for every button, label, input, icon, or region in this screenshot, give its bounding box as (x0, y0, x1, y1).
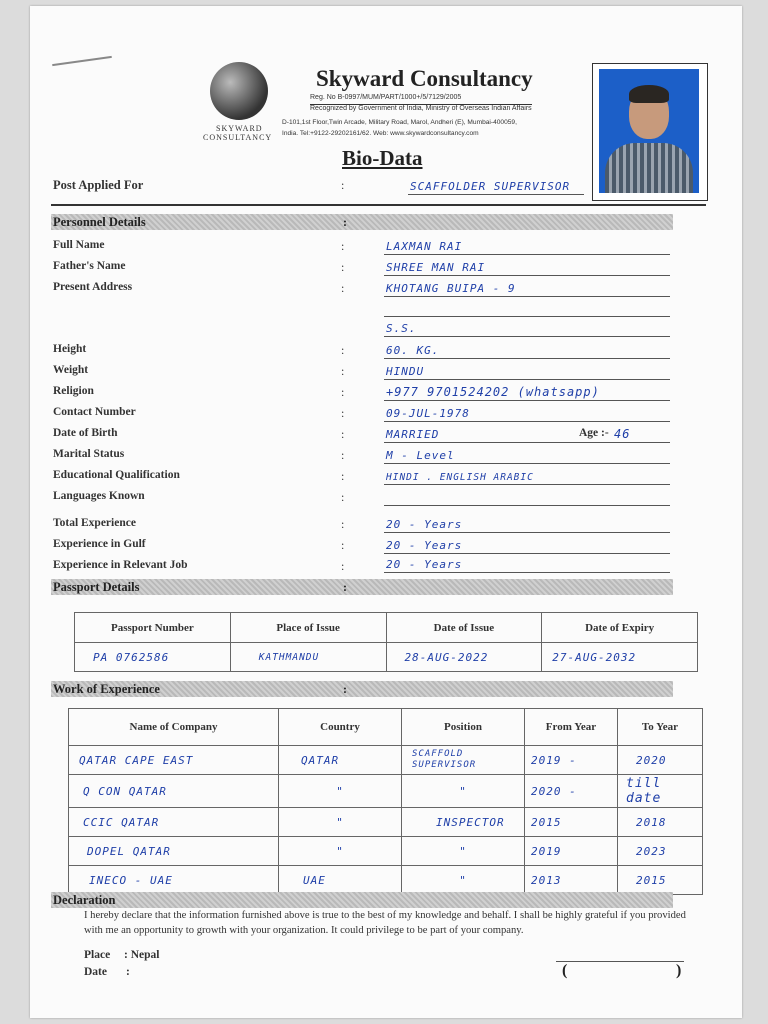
work-country-cell: " (279, 837, 402, 866)
work-header-row (69, 709, 703, 746)
passport-expiry-cell: 27-AUG-2032 (542, 643, 698, 672)
address-line-2 (384, 298, 670, 317)
gulf-exp-colon: : (341, 538, 345, 552)
signature-open: ( (562, 962, 568, 979)
company-logo (210, 62, 268, 120)
work-table (68, 708, 703, 895)
height-value: 60. KG. (386, 344, 440, 357)
work-from-cell: 2020 - (525, 775, 618, 808)
gulf-exp-label: Experience in Gulf (53, 538, 146, 550)
work-position-cell: INSPECTOR (402, 808, 525, 837)
work-col-country: Country (279, 709, 402, 746)
full-name-colon: : (341, 239, 345, 253)
work-from-cell: 2019 - (525, 746, 618, 775)
work-from-cell: 2015 (525, 808, 618, 837)
height-colon: : (341, 343, 345, 357)
place-value: : Nepal (124, 949, 160, 961)
work-position-cell: " (402, 837, 525, 866)
marital-value: M - Level (386, 449, 455, 462)
full-name-value: LAXMAN RAI (386, 240, 463, 253)
address-line (384, 278, 670, 297)
education-value: HINDI . ENGLISH ARABIC (386, 472, 534, 483)
relevant-exp-label: Experience in Relevant Job (53, 559, 188, 571)
header-rule (51, 204, 706, 206)
passport-number-cell: PA 0762586 (75, 643, 231, 672)
passport-col-issue: Date of Issue (386, 613, 542, 643)
gulf-exp-value: 20 - Years (386, 539, 463, 552)
education-line (384, 466, 670, 485)
age-value: 46 (614, 427, 631, 441)
marital-line (384, 445, 670, 464)
height-line (384, 340, 670, 359)
total-exp-value: 20 - Years (386, 518, 463, 531)
address-extra: S.S. (386, 322, 417, 335)
address-line-3 (384, 318, 670, 337)
work-col-position: Position (402, 709, 525, 746)
section-personnel: Personnel Details : (51, 214, 673, 230)
father-colon: : (341, 260, 345, 274)
father-label: Father's Name (53, 260, 126, 272)
education-colon: : (341, 469, 345, 483)
relevant-exp-colon: : (341, 559, 345, 573)
work-to-cell: till date (618, 775, 703, 808)
work-to-cell: 2023 (618, 837, 703, 866)
languages-line (384, 487, 670, 506)
work-to-cell: 2020 (618, 746, 703, 775)
section-declaration: Declaration (51, 892, 673, 908)
weight-value: HINDU (386, 365, 425, 378)
work-to-cell: 2018 (618, 808, 703, 837)
passport-data-row (75, 643, 698, 672)
date-label: Date (84, 966, 107, 978)
work-company-cell: DOPEL QATAR (69, 837, 279, 866)
post-colon: : (341, 178, 345, 192)
post-value: SCAFFOLDER SUPERVISOR (410, 180, 571, 193)
weight-line (384, 361, 670, 380)
languages-colon: : (341, 490, 345, 504)
work-from-cell: 2013 (525, 866, 618, 895)
address-label: Present Address (53, 281, 133, 293)
contact-line (384, 403, 670, 422)
photo-shirt (605, 143, 693, 193)
signature-close: ) (676, 962, 682, 979)
section-passport: Passport Details : (51, 579, 673, 595)
father-value: SHREE MAN RAI (386, 261, 486, 274)
contact-colon: : (341, 406, 345, 420)
gulf-exp-line (384, 535, 670, 554)
work-country-cell: QATAR (279, 746, 402, 775)
relevant-exp-line (384, 554, 670, 573)
work-country-cell: UAE (279, 866, 402, 895)
work-col-from: From Year (525, 709, 618, 746)
contact-value: 09-JUL-1978 (386, 407, 470, 420)
passport-header-row (75, 613, 698, 643)
weight-label: Weight (53, 364, 89, 376)
full-name-line (384, 236, 670, 255)
work-position-cell: " (402, 866, 525, 895)
religion-value: +977 9701524202 (whatsapp) (386, 385, 600, 399)
dob-value: MARRIED (386, 428, 440, 441)
religion-line (384, 382, 670, 401)
passport-table (74, 612, 698, 672)
logo-text-1: SKYWARD (216, 124, 263, 133)
work-country-cell: " (279, 808, 402, 837)
work-position-cell: SCAFFOLD SUPERVISOR (402, 746, 525, 775)
passport-col-place: Place of Issue (230, 613, 386, 643)
religion-label: Religion (53, 385, 94, 397)
company-address-1: D-101,1st Floor,Twin Arcade, Military Road, Marol, Andheri (E), Mumbai-400059, (282, 119, 517, 126)
applicant-photo (592, 63, 708, 201)
post-label: Post Applied For (53, 178, 144, 192)
languages-label: Languages Known (53, 490, 145, 502)
dob-colon: : (341, 427, 345, 441)
company-name: Skyward Consultancy (316, 66, 533, 91)
education-label: Educational Qualification (53, 469, 180, 481)
age-label: Age :- (579, 427, 609, 439)
passport-issue-cell: 28-AUG-2022 (386, 643, 542, 672)
work-col-company: Name of Company (69, 709, 279, 746)
company-reg: Reg. No B-0997/MUM/PART/1000+/5/7129/2005 (310, 94, 462, 101)
date-value: : (126, 966, 130, 978)
religion-colon: : (341, 385, 345, 399)
passport-col-expiry: Date of Expiry (542, 613, 698, 643)
doc-title: Bio-Data (342, 146, 423, 170)
work-position-cell: " (402, 775, 525, 808)
work-company-cell: INECO - UAE (69, 866, 279, 895)
work-col-to: To Year (618, 709, 703, 746)
total-exp-label: Total Experience (53, 517, 136, 529)
work-row (69, 808, 703, 837)
father-line (384, 257, 670, 276)
marital-colon: : (341, 448, 345, 462)
company-address-2: India. Tel:+9122-29202161/62. Web: www.skywardconsultancy.com (282, 130, 479, 137)
photo-hair (629, 85, 669, 103)
dob-label: Date of Birth (53, 427, 118, 439)
relevant-exp-value: 20 - Years (386, 558, 463, 571)
work-to-cell: 2015 (618, 866, 703, 895)
full-name-label: Full Name (53, 239, 105, 251)
work-company-cell: Q CON QATAR (69, 775, 279, 808)
contact-label: Contact Number (53, 406, 136, 418)
total-exp-colon: : (341, 517, 345, 531)
address-colon: : (341, 281, 345, 295)
work-from-cell: 2019 (525, 837, 618, 866)
work-country-cell: " (279, 775, 402, 808)
work-row (69, 866, 703, 895)
work-company-cell: QATAR CAPE EAST (69, 746, 279, 775)
work-row (69, 746, 703, 775)
place-label: Place (84, 949, 111, 961)
passport-col-number: Passport Number (75, 613, 231, 643)
weight-colon: : (341, 364, 345, 378)
company-recognized: Recognized by Government of India, Ministry of Overseas Indian Affairs (310, 105, 532, 112)
marital-label: Marital Status (53, 448, 125, 460)
signature-line (556, 961, 684, 962)
work-company-cell: CCIC QATAR (69, 808, 279, 837)
post-line (408, 176, 584, 195)
work-row (69, 837, 703, 866)
total-exp-line (384, 514, 670, 533)
address-value: KHOTANG BUIPA - 9 (386, 282, 516, 295)
height-label: Height (53, 343, 87, 355)
passport-place-cell: KATHMANDU (230, 643, 386, 672)
work-row (69, 775, 703, 808)
section-work: Work of Experience : (51, 681, 673, 697)
declaration-text: I hereby declare that the information furnished above is true to the best of my knowledge and behalf. I shall be highly grateful if you provided with me an opportunity to growth with your organization. It could privilege to be part of your company. (84, 910, 686, 936)
logo-text-2: CONSULTANCY (203, 133, 273, 142)
